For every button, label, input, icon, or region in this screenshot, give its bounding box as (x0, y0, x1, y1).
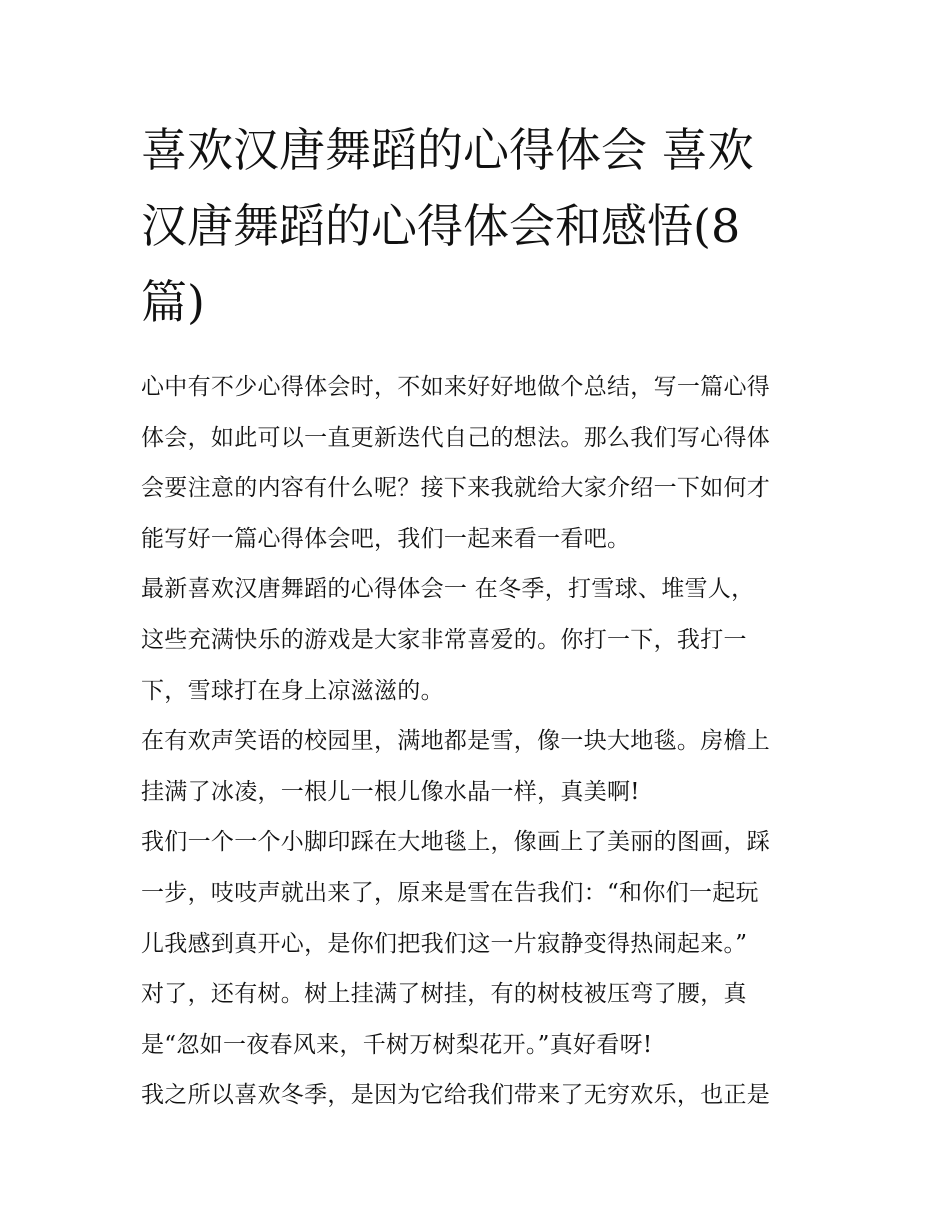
text-line: 一步，吱吱声就出来了，原来是雪在告我们：“和你们一起玩 (141, 879, 759, 906)
title-line: 喜欢汉唐舞蹈的心得体会 喜欢 (141, 123, 754, 177)
document-page (141, 112, 821, 1121)
document-body (141, 362, 821, 1121)
text-line: 儿我感到真开心，是你们把我们这一片寂静变得热闹起来。” (141, 930, 748, 957)
paragraph (141, 1070, 821, 1121)
text-line: 我们一个一个小脚印踩在大地毯上，像画上了美丽的图画，踩 (141, 829, 771, 856)
paragraph (141, 716, 821, 817)
paragraph-intro (141, 362, 821, 564)
text-line: 挂满了冰凌，一根儿一根儿像水晶一样，真美啊! (141, 778, 640, 805)
text-line: 对了，还有树。树上挂满了树挂，有的树枝被压弯了腰，真 (141, 981, 747, 1008)
text-line: 最新喜欢汉唐舞蹈的心得体会一 在冬季，打雪球、堆雪人， (141, 576, 755, 603)
text-line: 我之所以喜欢冬季，是因为它给我们带来了无穷欢乐，也正是 (141, 1082, 771, 1109)
paragraph (141, 969, 821, 1070)
paragraph (141, 817, 821, 969)
text-line: 心中有不少心得体会时，不如来好好地做个总结，写一篇心得 (141, 374, 771, 400)
text-line: 这些充满快乐的游戏是大家非常喜爱的。你打一下，我打一 (141, 626, 747, 653)
text-line: 下，雪球打在身上凉滋滋的。 (141, 677, 444, 704)
text-line: 是“忽如一夜春风来，千树万树梨花开。”真好看呀! (141, 1031, 653, 1058)
text-line: 体会，如此可以一直更新迭代自己的想法。那么我们写心得体 (141, 424, 771, 451)
text-line: 在有欢声笑语的校园里，满地都是雪，像一块大地毯。房檐上 (141, 728, 771, 755)
text-line: 会要注意的内容有什么呢？接下来我就给大家介绍一下如何才 (141, 475, 771, 502)
document-title (141, 112, 821, 340)
title-line: 篇) (141, 275, 205, 329)
paragraph (141, 564, 821, 716)
text-line: 能写好一篇心得体会吧，我们一起来看一看吧。 (141, 525, 631, 552)
title-line: 汉唐舞蹈的心得体会和感悟(8 (141, 199, 741, 253)
